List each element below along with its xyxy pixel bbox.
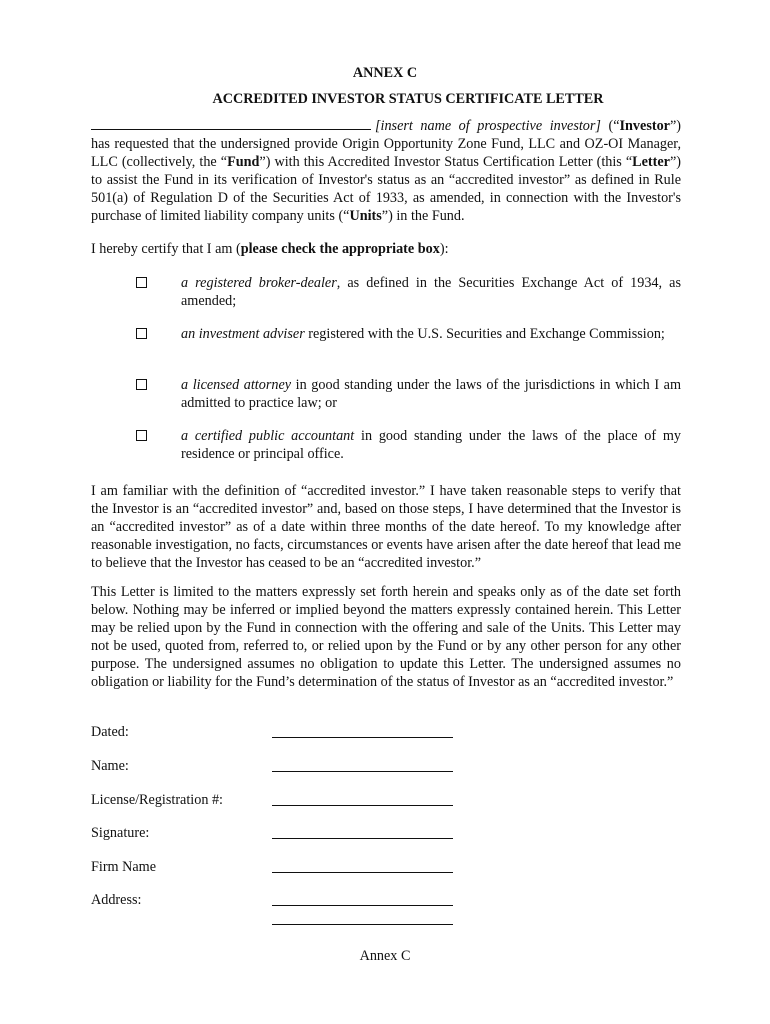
document-title: ACCREDITED INVESTOR STATUS CERTIFICATE LETTER [212,91,604,107]
license-field[interactable] [272,805,453,806]
firm-row [91,858,456,878]
address-row [91,891,456,911]
signature-field[interactable] [272,838,453,839]
fund-term: Fund [227,154,260,170]
investor-term: Investor [619,118,670,134]
investor-name-blank[interactable] [91,116,371,130]
certify-instruction: please check the appropriate box [240,241,440,257]
insert-hint: [insert name of prospective investor] [375,118,601,134]
dated-field[interactable] [272,737,453,738]
address-field-line-2[interactable] [272,924,453,925]
address-line-2-row [91,924,456,944]
firm-field[interactable] [272,872,453,873]
certify-statement: I hereby certify that I am (please check the appropriate box): [91,241,449,257]
dated-label: Dated: [91,724,129,740]
option-text: a registered broker-dealer, as defined in the Securities Exchange Act of 1934, as amended; [181,275,681,309]
letter-term: Letter [632,154,670,170]
firm-label: Firm Name [91,859,157,875]
option-text: a licensed attorney in good standing under the laws of the jurisdictions in which I am admitted to practice law; or [181,377,682,411]
name-field[interactable] [272,771,453,772]
option-text: an investment adviser registered with the U.S. Securities and Exchange Commission; [181,326,665,342]
name-label: Name: [91,758,129,774]
address-field[interactable] [272,905,453,906]
license-row [91,791,456,811]
familiarity-paragraph: I am familiar with the definition of “accredited investor.” I have taken reasonable steps to verify that the Investor is an “accredited investor” and, based on those steps, I have determined that the Investor is an “accredited investor” as of a date within three months of the date hereof. To my knowledge after reasonable investigation, no facts, circumstances or events have arisen after the date hereof that lead me to believe that the Investor has ceased to be an “accredited investor.” [91,483,681,571]
checkbox-broker-dealer[interactable] [136,277,147,288]
limitation-paragraph: This Letter is limited to the matters expressly set forth herein and speaks only as of the date set forth below. Nothing may be inferred or implied beyond the matters expressly contained herein. This Letter may be relied upon by the Fund in connection with the offering and sale of the Units. This Letter may not be used, quoted from, referred to, or relied upon by the Fund or by any other person for any other purpose. The undersigned assumes no obligation to update this Letter. The undersigned assumes no obligation or liability for the Fund’s determination of the status of Investor as an “accredited investor.” [91,584,681,690]
checkbox-licensed-attorney[interactable] [136,379,147,390]
address-label: Address: [91,892,142,908]
license-label: License/Registration #: [91,792,223,808]
intro-paragraph: [insert name of prospective investor] (“Investor”) has requested that the undersigned provide Origin Opportunity Zone Fund, LLC and OZ-OI Manager, LLC (collectively, the “Fund”) with this Accredited Investor Status Certification Letter (this “Letter”) to assist the Fund in its verification of Investor's status as an “accredited investor” as defined in Rule 501(a) of Regulation D of the Securities Act of 1933, as amended, in connection with the Investor's purchase of limited liability company units (“Units”) in the Fund. [91,118,681,224]
annex-heading: ANNEX C [352,65,418,81]
page-footer: Annex C [359,948,411,964]
units-term: Units [349,208,382,224]
option-text: a certified public accountant in good standing under the laws of the place of my residence or principal office. [181,428,682,462]
checkbox-cpa[interactable] [136,430,147,441]
dated-row [91,723,456,743]
name-row [91,757,456,777]
signature-row [91,824,456,844]
checkbox-investment-adviser[interactable] [136,328,147,339]
signature-label: Signature: [91,825,150,841]
